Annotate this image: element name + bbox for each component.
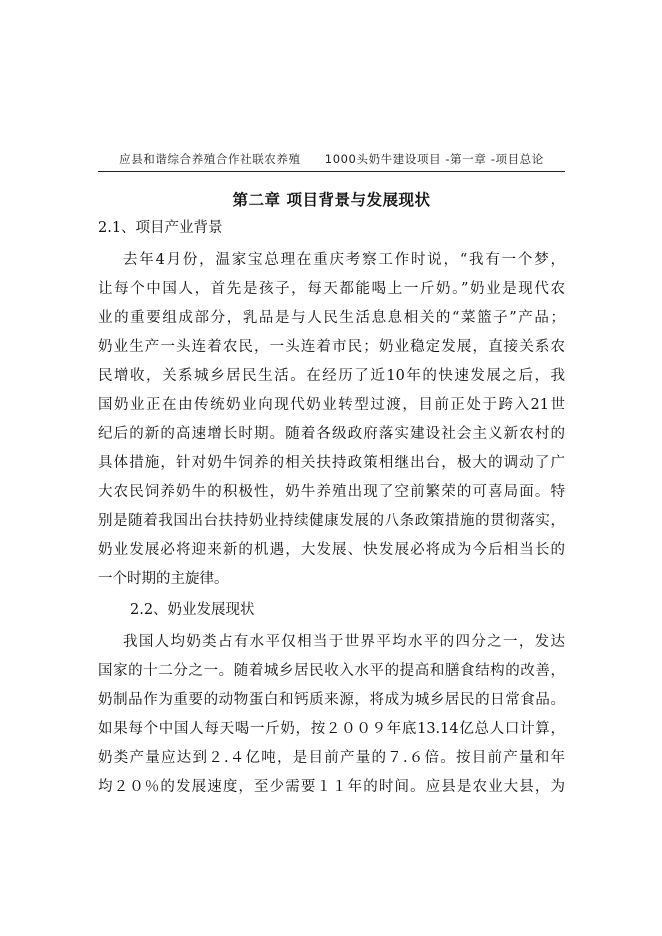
paragraph-line: 大农民饲养奶牛的积极性，奶牛养殖出现了空前繁荣的可喜局面。特 [98,484,565,500]
paragraph-line: 如果每个中国人每天喝一斤奶，按２００９年底13.14亿总人口计算， [98,721,565,737]
paragraph-line: 奶业发展必将迎来新的机遇，大发展、快发展必将成为今后相当长的 [98,542,565,558]
paragraph-line: 国奶业正在由传统奶业向现代奶业转型过渡，目前正处于跨入21世 [98,397,565,413]
paragraph-line: 业的重要组成部分，乳品是与人民生活息息相关的“菜篮子”产品； [98,310,565,326]
chapter-title: 第二章 项目背景与发展现状 [232,191,431,209]
paragraph-line: 均２０％的发展速度，至少需要１１年的时间。应县是农业大县，为 [98,779,565,795]
paragraph-line: 奶制品作为重要的动物蛋白和钙质来源，将成为城乡居民的日常食品。 [98,692,565,708]
paragraph-line: 我国人均奶类占有水平仅相当于世界平均水平的四分之一，发达 [123,634,565,650]
section-heading-2-1: 2.1、项目产业背景 [98,220,223,236]
paragraph-line: 让每个中国人，首先是孩子，每天都能喝上一斤奶。”奶业是现代农 [98,281,565,297]
running-header: 应县和谐综合养殖合作社联农养殖 1000头奶牛建设项目 -第一章 -项目总论 [119,152,544,166]
paragraph-line: 奶业生产一头连着农民，一头连着市民；奶业稳定发展，直接关系农 [98,339,565,355]
paragraph-line: 纪后的新的高速增长时期。随着各级政府落实建设社会主义新农村的 [98,426,565,442]
header-rule [98,171,565,172]
section-heading-2-2: 2.2、奶业发展现状 [130,602,255,618]
paragraph-line: 具体措施，针对奶牛饲养的相关扶持政策相继出台，极大的调动了广 [98,455,565,471]
paragraph-line: 国家的十二分之一。随着城乡居民收入水平的提高和膳食结构的改善， [98,663,565,679]
paragraph-line: 去年4月份，温家宝总理在重庆考察工作时说，“我有一个梦， [123,252,565,268]
paragraph-line: 一个时期的主旋律。 [98,571,229,587]
paragraph-line: 民增收，关系城乡居民生活。在经历了近10年的快速发展之后，我 [98,368,565,384]
paragraph-line: 别是随着我国出台扶持奶业持续健康发展的八条政策措施的贯彻落实， [98,513,565,529]
paragraph-line: 奶类产量应达到２.４亿吨，是目前产量的７.６倍。按目前产量和年 [98,750,565,766]
